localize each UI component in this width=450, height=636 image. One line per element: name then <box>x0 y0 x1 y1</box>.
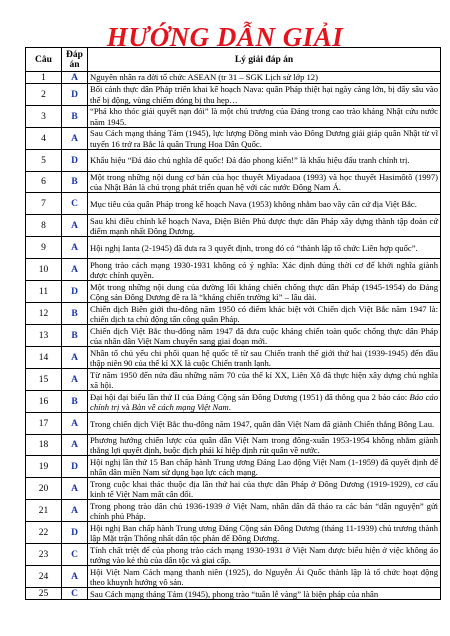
question-number: 13 <box>26 325 62 347</box>
question-number: 3 <box>26 106 62 128</box>
table-row <box>26 84 441 106</box>
question-number: 23 <box>26 544 62 566</box>
question-number: 10 <box>26 259 62 281</box>
explanation-text: Bối cảnh thực dân Pháp triển khai kế hoạch Nava: quân Pháp thiệt hại ngày càng lớn, bị đẩy sâu vào thế bị động, vùng chiếm đóng bị thu hẹp… <box>88 84 441 106</box>
answer-letter: D <box>62 522 88 544</box>
answer-letter: A <box>62 566 88 588</box>
header-answer: Đáp án <box>62 48 88 72</box>
page-title: HƯỚNG DẪN GIẢI <box>106 22 344 52</box>
question-number: 24 <box>26 566 62 588</box>
header-explanation: Lý giải đáp án <box>88 48 441 72</box>
answer-letter: D <box>62 281 88 303</box>
table-row <box>26 128 441 150</box>
explanation-text-part: Đại hội đại biểu lần thứ II của Đảng Cộng sản Đông Dương (1951) đã thông qua 2 báo cáo: <box>90 391 410 402</box>
explanation-text: Sau Cách mạng tháng Tám (1945), lực lượng Đồng minh vào Đông Dương giải giáp quân Nhật từ vĩ tuyến 16 trở ra Bắc là quân Trung Hoa Dân Quốc. <box>88 128 441 150</box>
table-row <box>26 522 441 544</box>
table-row <box>26 478 441 500</box>
answer-letter: A <box>62 347 88 369</box>
explanation-text: Sau Cách mạng tháng Tám (1945), phong trào “tuần lễ vàng” là biện pháp của nhân <box>88 588 441 600</box>
explanation-text: Hội nghị Ianta (2-1945) đã đưa ra 3 quyết định, trong đó có “thành lập tổ chức Liên hợp quốc”. <box>88 237 441 259</box>
explanation-text: Tính chất triệt để của phong trào cách mạng 1930-1931 ở Việt Nam được biểu hiện ở việc không ảo tưởng vào kẻ thù của dân tộc và giai cấp. <box>88 544 441 566</box>
explanation-text-part: và <box>119 401 132 412</box>
answer-letter: B <box>62 303 88 325</box>
question-number: 25 <box>26 588 62 600</box>
explanation-text: Từ năm 1950 đến nửa đầu những năm 70 của thế kỉ XX, Liên Xô đã thực hiện xây dựng chủ nghĩa xã hội. <box>88 369 441 391</box>
question-number: 22 <box>26 522 62 544</box>
table-row <box>26 281 441 303</box>
explanation-text: Hội nghị lần thứ 15 Ban chấp hành Trung ương Đảng Lao động Việt Nam (1-1959) đã quyết định để nhân dân miền Nam sử dụng bạo lực cách mạng. <box>88 456 441 478</box>
question-number: 8 <box>26 215 62 237</box>
answer-letter: A <box>62 369 88 391</box>
table-row <box>26 237 441 259</box>
explanation-text <box>88 391 441 413</box>
explanation-text: Nguyên nhân ra đời tổ chức ASEAN (tr 31 – SGK Lịch sử lớp 12) <box>88 72 441 84</box>
question-number: 15 <box>26 369 62 391</box>
explanation-text: Trong chiến dịch Việt Bắc thu-đông năm 1947, quân dân Việt Nam đã giành Chiến thắng Bông Lau. <box>88 413 441 435</box>
explanation-text: Hội nghị Ban chấp hành Trung ương Đảng Cộng sản Đông Dương (tháng 11-1939) chủ trương thành lập Mặt trận Thống nhất dân tộc phản đế Đông Dương. <box>88 522 441 544</box>
answer-letter: C <box>62 588 88 600</box>
table-header-row <box>26 48 441 72</box>
table-row <box>26 325 441 347</box>
question-number: 19 <box>26 456 62 478</box>
answer-letter: A <box>62 128 88 150</box>
table-row <box>26 435 441 456</box>
table-row <box>26 369 441 391</box>
question-number: 12 <box>26 303 62 325</box>
explanation-text: Phong trào cách mạng 1930-1931 không có ý nghĩa: Xác định đúng thời cơ để khởi nghĩa giành được chính quyền. <box>88 259 441 281</box>
explanation-text: Mục tiêu của quân Pháp trong kế hoạch Nava (1953) không nhằm bao vây căn cứ địa Việt Bắc. <box>88 193 441 215</box>
answer-letter: C <box>62 544 88 566</box>
explanation-text: Sau khi điều chỉnh kế hoạch Nava, Điện Biên Phủ được thực dân Pháp xây dựng thành tập đoàn cứ điểm mạnh nhất Đông Dương. <box>88 215 441 237</box>
explanation-text: Hội Việt Nam Cách mạng thanh niên (1925), do Nguyễn Ái Quốc thành lập là tổ chức hoạt động theo khuynh hướng vô sản. <box>88 566 441 588</box>
explanation-text: Một trong những nội dung cơ bản của học thuyết Miyadaoa (1993) và học thuyết Hasimôtô (1997) của Nhật Bản là chú trọng phát triển quan hệ với các nước Đông Nam Á. <box>88 172 441 193</box>
answer-letter: A <box>62 215 88 237</box>
table-row <box>26 500 441 522</box>
explanation-text: Phương hướng chiến lược của quân dân Việt Nam trong đông-xuân 1953-1954 không nhằm giành thắng lợi quyết định, buộc địch phải kí hiệp định rút quân về nước. <box>88 435 441 456</box>
table-row <box>26 72 441 84</box>
question-number: 18 <box>26 435 62 456</box>
question-number: 21 <box>26 500 62 522</box>
question-number: 11 <box>26 281 62 303</box>
answer-letter: A <box>62 413 88 435</box>
header-question: Câu <box>26 48 62 72</box>
answer-letter: B <box>62 391 88 413</box>
explanation-text-part: . <box>228 401 231 412</box>
table-row <box>26 303 441 325</box>
question-number: 6 <box>26 172 62 193</box>
answer-table <box>25 47 441 600</box>
question-number: 2 <box>26 84 62 106</box>
report-title: Bàn về cách mạng Việt Nam <box>131 401 229 412</box>
table-row <box>26 413 441 435</box>
table-row <box>26 150 441 172</box>
report-title: Báo cáo chính trị <box>90 391 438 412</box>
answer-letter: B <box>62 172 88 193</box>
answer-letter: A <box>62 500 88 522</box>
answer-letter: B <box>62 325 88 347</box>
explanation-text: Trong cuộc khai thác thuộc địa lần thứ hai của thực dân Pháp ở Đông Dương (1919-1929), cơ cấu kinh tế Việt Nam mất cân đối. <box>88 478 441 500</box>
table-row <box>26 215 441 237</box>
explanation-text: Chiến dịch Biên giới thu-đông năm 1950 có điểm khác biệt với Chiến dịch Việt Bắc năm 1947 là: chiến dịch ta chủ động tấn công quân Pháp. <box>88 303 441 325</box>
table-row <box>26 588 441 600</box>
question-number: 14 <box>26 347 62 369</box>
table-row <box>26 259 441 281</box>
answer-letter: C <box>62 193 88 215</box>
question-number: 7 <box>26 193 62 215</box>
table-row <box>26 106 441 128</box>
answer-letter: D <box>62 456 88 478</box>
answer-letter: B <box>62 106 88 128</box>
answer-letter: A <box>62 259 88 281</box>
table-row <box>26 391 441 413</box>
question-number: 4 <box>26 128 62 150</box>
answer-letter: A <box>62 237 88 259</box>
question-number: 20 <box>26 478 62 500</box>
question-number: 5 <box>26 150 62 172</box>
explanation-text: Chiến dịch Việt Bắc thu-đông năm 1947 đã đưa cuộc kháng chiến toàn quốc chống thực dân Pháp của nhân dân Việt Nam chuyển sang giai đoạn mới. <box>88 325 441 347</box>
table-row <box>26 456 441 478</box>
explanation-text: Trong phong trào dân chủ 1936-1939 ở Việt Nam, nhân dân đã tháo ra các bản “dân nguyện” gửi chính phủ Pháp. <box>88 500 441 522</box>
answer-letter: D <box>62 84 88 106</box>
question-number: 17 <box>26 413 62 435</box>
explanation-text: Khẩu hiệu “Đả đảo chủ nghĩa đế quốc! Đả đảo phong kiến!” là khẩu hiệu đấu tranh chính trị. <box>88 150 441 172</box>
table-row <box>26 172 441 193</box>
table-row <box>26 193 441 215</box>
question-number: 1 <box>26 72 62 84</box>
answer-letter: A <box>62 478 88 500</box>
question-number: 9 <box>26 237 62 259</box>
table-row <box>26 566 441 588</box>
explanation-text: Một trong những nội dung của đường lối kháng chiến chống thực dân Pháp (1945-1954) do Đảng Cộng sản Đông Dương đề ra là “kháng chiến trường kì” – lâu dài. <box>88 281 441 303</box>
answer-letter: A <box>62 435 88 456</box>
explanation-text: “Phá kho thóc giải quyết nạn đói” là một chủ trương của Đảng trong cao trào kháng Nhật cứu nước năm 1945. <box>88 106 441 128</box>
question-number: 16 <box>26 391 62 413</box>
table-row <box>26 347 441 369</box>
explanation-text: Nhân tố chủ yếu chi phối quan hệ quốc tế từ sau Chiến tranh thế giới thứ hai (1939-1945) đến đầu thập niên 90 của thế kỉ XX là cuộc Chiến tranh lạnh. <box>88 347 441 369</box>
answer-letter: A <box>62 72 88 84</box>
answer-letter: D <box>62 150 88 172</box>
table-row <box>26 544 441 566</box>
